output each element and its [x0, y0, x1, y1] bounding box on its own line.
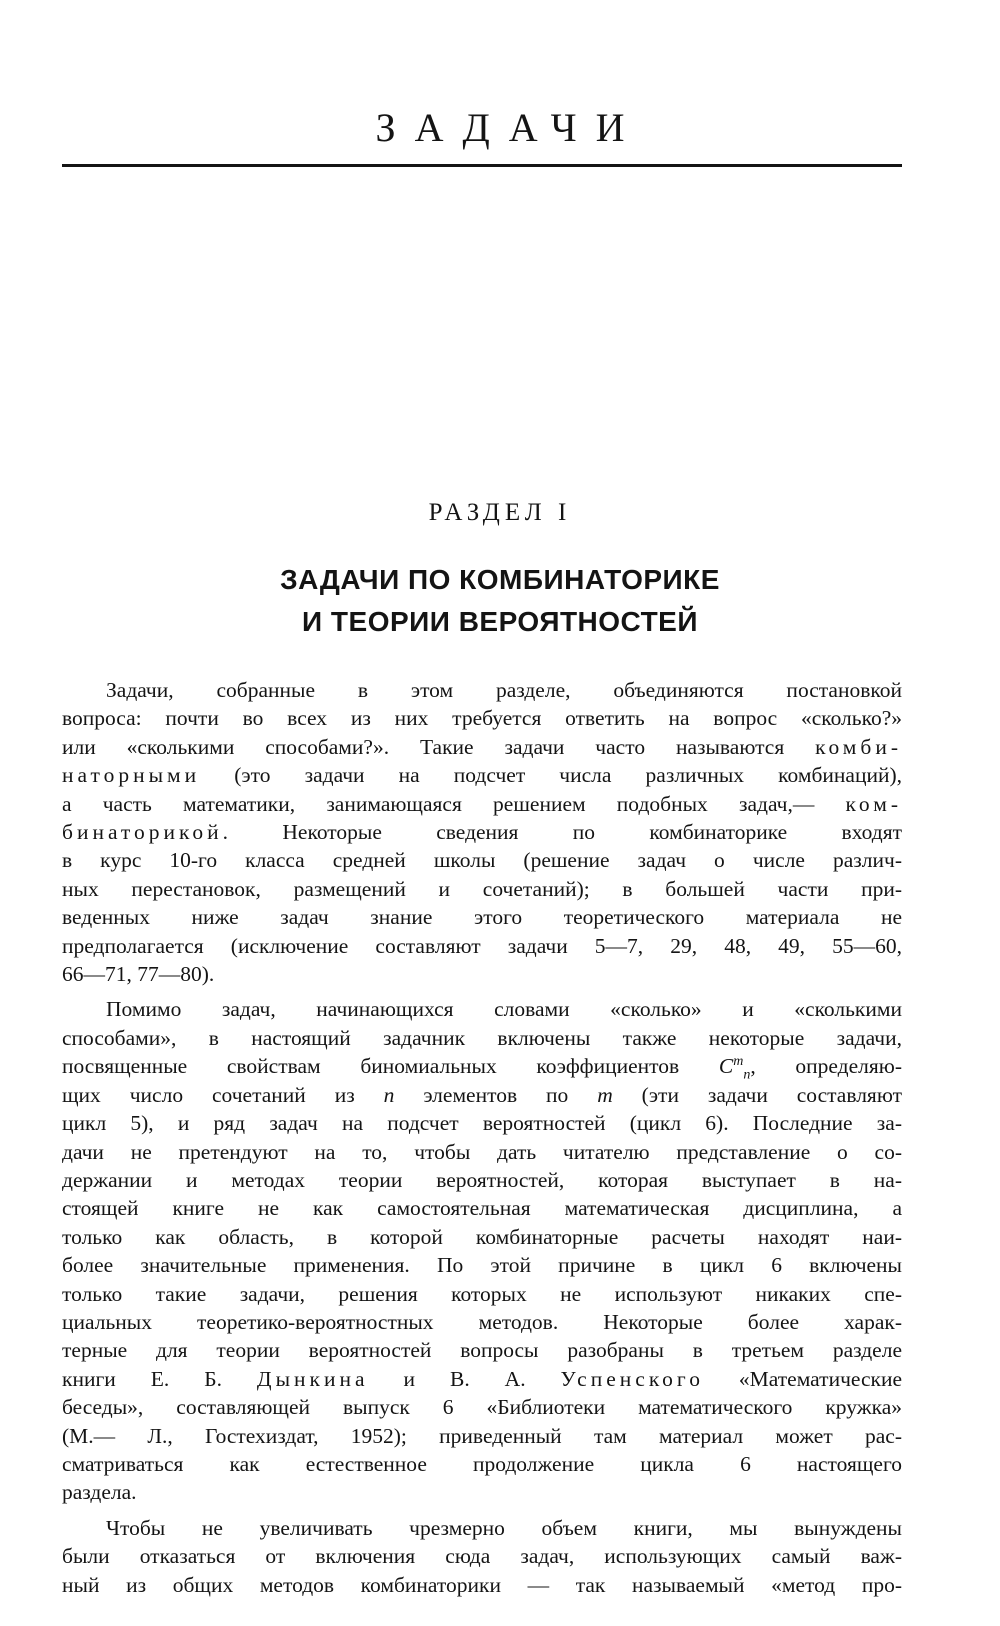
section-label: РАЗДЕЛ I [428, 499, 572, 526]
text-line [62, 733, 902, 761]
text-line: стоящей книге не как самостоятельная математическая дисциплина, а [62, 1196, 902, 1221]
text-line: Чтобы не увеличивать чрезмерно объем книги, мы вынуждены [106, 1515, 902, 1540]
subscript: n [743, 1067, 751, 1083]
emphasized-term: бинаторикой [62, 820, 223, 845]
text-run: (эти задачи составляют [612, 1082, 902, 1107]
binomial-symbol [718, 1054, 751, 1083]
text-run: элементов по [394, 1082, 598, 1107]
text-line: 66—71, 77—80). [62, 962, 215, 987]
emphasized-term: ком- [845, 791, 902, 816]
text-line: способами», в настоящий задачник включены также некоторые задачи, [62, 1025, 902, 1050]
text-run: или «сколькими способами?». Такие задачи часто называются [62, 734, 816, 759]
author-name: Дынкина [256, 1366, 369, 1391]
math-variable: m [597, 1082, 613, 1107]
text-line: цикл 5), и ряд задач на подсчет вероятностей (цикл 6). Последние за- [62, 1111, 902, 1136]
section-title [0, 559, 1000, 643]
paragraph-2 [62, 995, 902, 1506]
section-title-line-1: ЗАДАЧИ ПО КОМБИНАТОРИКЕ [280, 564, 720, 595]
text-line: только как область, в которой комбинаторные расчеты находят наи- [62, 1224, 902, 1249]
text-line [62, 1052, 902, 1083]
emphasized-term: комби- [815, 734, 902, 759]
paragraph-1 [62, 676, 902, 988]
text-line [62, 1081, 902, 1109]
text-line: сматриваться как естественное продолжение цикла 6 настоящего [62, 1451, 902, 1476]
chapter-title: ЗАДАЧИ [375, 105, 644, 150]
text-line: циальных теоретико-вероятностных методов. Некоторые более харак- [62, 1309, 902, 1334]
body-text [62, 676, 902, 1606]
text-run: щих число сочетаний из [62, 1082, 384, 1107]
text-run: и В. А. [368, 1366, 561, 1391]
emphasized-term: наторными [62, 763, 201, 788]
text-line: ный из общих методов комбинаторики — так называемый «метод про- [62, 1572, 902, 1597]
text-run: (это задачи на подсчет числа различных комбинаций), [200, 763, 902, 788]
text-line: терные для теории вероятностей вопросы разобраны в третьем разделе [62, 1338, 902, 1363]
text-line [62, 1365, 902, 1393]
text-line: Помимо задач, начинающихся словами «сколько» и «сколькими [106, 997, 902, 1022]
text-run: «Математические [703, 1366, 903, 1391]
text-line [62, 818, 902, 846]
text-run: книги Е. Б. [62, 1366, 257, 1391]
text-line: (М.— Л., Гостехиздат, 1952); приведенный там материал может рас- [62, 1423, 902, 1448]
text-line: были отказаться от включения сюда задач, использующих самый важ- [62, 1544, 902, 1569]
math-letter: C [718, 1054, 734, 1079]
text-line [62, 761, 902, 789]
text-line: беседы», составляющей выпуск 6 «Библиотеки математического кружка» [62, 1395, 902, 1420]
text-line: веденных ниже задач знание этого теоретического материала не [62, 905, 902, 930]
text-run: посвященные свойствам биномиальных коэффициентов [62, 1054, 719, 1079]
text-run: а часть математики, занимающаяся решением подобных задач,— [62, 791, 846, 816]
text-line [62, 790, 902, 818]
text-line: держании и методах теории вероятностей, которая выступает в на- [62, 1167, 902, 1192]
text-line: более значительные применения. По этой причине в цикл 6 включены [62, 1253, 902, 1278]
title-rule [62, 164, 902, 167]
author-name: Успенского [560, 1366, 704, 1391]
text-line: вопроса: почти во всех из них требуется ответить на вопрос «сколько?» [62, 706, 902, 731]
text-line: раздела. [62, 1480, 137, 1505]
text-line: в курс 10-го класса средней школы (решение задач о числе различ- [62, 848, 902, 873]
superscript: m [733, 1054, 744, 1070]
text-run: , определяю- [750, 1054, 902, 1079]
text-line: ных перестановок, размещений и сочетаний); в большей части при- [62, 876, 902, 901]
math-variable: n [383, 1082, 395, 1107]
paragraph-3 [62, 1514, 902, 1599]
text-run: . Некоторые сведения по комбинаторике входят [222, 820, 902, 845]
section-title-line-2: И ТЕОРИИ ВЕРОЯТНОСТЕЙ [302, 606, 698, 637]
text-line: дачи не претендуют на то, чтобы дать читателю представление о со- [62, 1139, 902, 1164]
text-line: предполагается (исключение составляют задачи 5—7, 29, 48, 49, 55—60, [62, 933, 902, 958]
text-line: только такие задачи, решения которых не используют никаких спе- [62, 1281, 902, 1306]
text-line: Задачи, собранные в этом разделе, объединяются постановкой [106, 678, 902, 702]
